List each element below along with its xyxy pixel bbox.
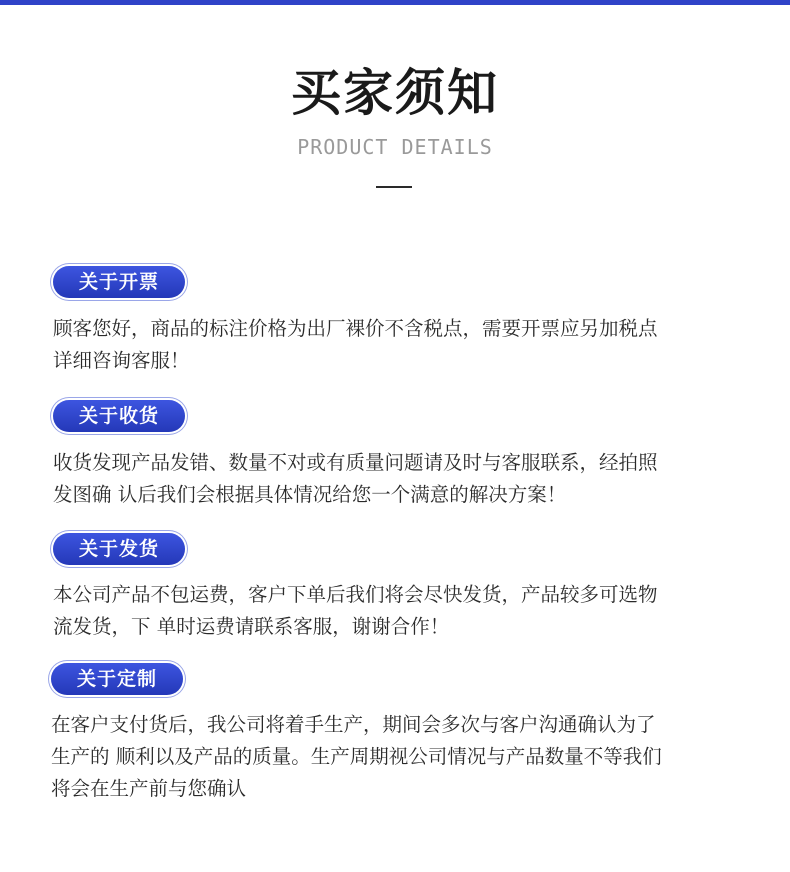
text-line: 将会在生产前与您确认 (51, 777, 247, 800)
section-body-custom (51, 709, 741, 805)
section-label-shipping: 关于发货 (53, 533, 185, 565)
text-line: 生产的 顺利以及产品的质量。生产周期视公司情况与产品数量不等我们 (51, 745, 662, 768)
title-divider (376, 186, 412, 188)
text-line: 流发货，下 单时运费请联系客服，谢谢合作！ (53, 615, 450, 638)
section-body-receiving (53, 447, 743, 511)
section-label-custom: 关于定制 (51, 663, 183, 695)
text-line: 发图确 认后我们会根据具体情况给您一个满意的解决方案！ (53, 483, 567, 506)
section-label-receiving: 关于收货 (53, 400, 185, 432)
section-body-invoice (53, 313, 743, 377)
page-title: 买家须知 (291, 64, 499, 122)
text-line: 在客户支付货后，我公司将着手生产，期间会多次与客户沟通确认为了 (51, 713, 656, 736)
page-subtitle: PRODUCT DETAILS (297, 135, 493, 159)
text-line: 详细咨询客服！ (53, 349, 190, 372)
text-line: 收货发现产品发错、数量不对或有质量问题请及时与客服联系，经拍照 (53, 451, 658, 474)
top-accent-bar (0, 0, 790, 5)
section-body-shipping (53, 579, 743, 643)
text-line: 顾客您好，商品的标注价格为出厂裸价不含税点，需要开票应另加税点 (53, 317, 658, 340)
section-label-invoice: 关于开票 (53, 266, 185, 298)
text-line: 本公司产品不包运费，客户下单后我们将会尽快发货，产品较多可选物 (53, 583, 658, 606)
